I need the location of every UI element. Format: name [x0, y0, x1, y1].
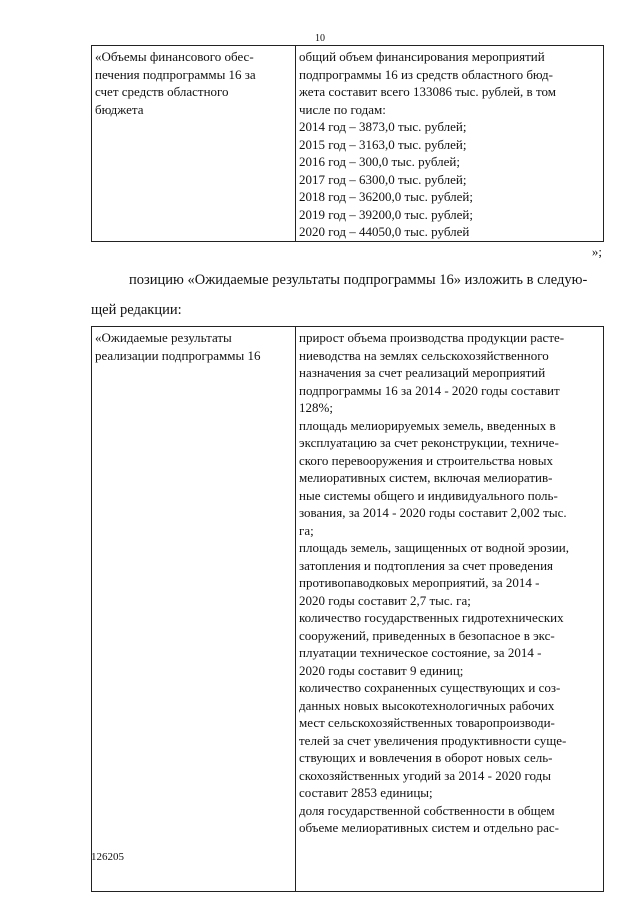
content-line: площадь земель, защищенных от водной эрозии, [299, 540, 569, 555]
content-line: составит 2853 единицы; [299, 785, 433, 800]
content-line: объеме мелиоративных систем и отдельно рас- [299, 820, 559, 835]
year-line: 2015 год – 3163,0 тыс. рублей; [299, 136, 467, 152]
content-line: подпрограммы 16 за 2014 - 2020 годы составит [299, 382, 560, 398]
year-line: 2016 год – 300,0 тыс. рублей; [299, 154, 460, 169]
label-line: реализации подпрограммы 16 [95, 347, 261, 363]
content-line: 2020 годы составит 9 единиц; [299, 662, 464, 678]
content-line: га; [299, 522, 314, 538]
label-line: «Объемы финансового обес- [95, 49, 254, 64]
content-line: мелиоративных систем, включая мелиоратив- [299, 470, 553, 485]
content-line: ствующих и вовлечения в оборот новых сель- [299, 750, 553, 765]
year-line: 2018 год – 36200,0 тыс. рублей; [299, 189, 473, 204]
results-content-cell [296, 327, 604, 892]
content-line: затопления и подтопления за счет проведения [299, 557, 554, 573]
closing-quote: »; [591, 244, 602, 259]
year-line: 2019 год – 39200,0 тыс. рублей; [299, 206, 473, 222]
funding-content-cell [296, 46, 604, 242]
label-line: счет средств областного [95, 84, 229, 99]
content-line: общий объем финансирования мероприятий [299, 49, 545, 64]
content-line: противопаводковых мероприятий, за 2014 - [299, 575, 540, 590]
funding-table [91, 45, 604, 242]
document-code: 126205 [91, 851, 124, 863]
content-line: ные системы общего и индивидуального поль- [299, 487, 558, 503]
funding-label-cell [92, 46, 296, 242]
content-line: количество сохраненных существующих и соз- [299, 680, 561, 695]
content-line: зования, за 2014 - 2020 годы составит 2,002 тыс. [299, 505, 567, 520]
content-line: эксплуатацию за счет реконструкции, техниче- [299, 435, 559, 450]
results-table [91, 326, 604, 892]
content-line: скохозяйственных угодий за 2014 - 2020 годы [299, 767, 551, 783]
label-line: «Ожидаемые результаты [95, 330, 232, 345]
content-line: количество государственных гидротехнических [299, 610, 564, 625]
content-line: подпрограммы 16 из средств областного бюд- [299, 66, 553, 82]
content-line: мест сельскохозяйственных товаропроизводи- [299, 715, 555, 730]
content-line: 128%; [299, 400, 333, 415]
paragraph-line: позицию «Ожидаемые результаты подпрограммы 16» изложить в следую- [129, 272, 588, 288]
paragraph-line: щей редакции: [91, 302, 182, 318]
year-line: 2014 год – 3873,0 тыс. рублей; [299, 119, 467, 134]
content-line: доля государственной собственности в общем [299, 802, 555, 818]
content-line: жета составит всего 133086 тыс. рублей, в том [299, 84, 556, 99]
content-line: числе по годам: [299, 101, 386, 117]
label-line: бюджета [95, 101, 144, 117]
page-number: 10 [315, 33, 325, 44]
content-line: площадь мелиорируемых земель, введенных в [299, 417, 556, 433]
content-line: данных новых высокотехнологичных рабочих [299, 697, 555, 713]
results-label-cell [92, 327, 296, 892]
content-line: ниеводства на землях сельскохозяйственного [299, 347, 549, 363]
table-row [92, 46, 604, 242]
content-line: ского перевооружения и строительства новых [299, 452, 554, 468]
label-line: печения подпрограммы 16 за [95, 66, 256, 82]
table-row [92, 327, 604, 892]
year-line: 2017 год – 6300,0 тыс. рублей; [299, 171, 467, 187]
year-line: 2020 год – 44050,0 тыс. рублей [299, 224, 470, 239]
content-line: сооружений, приведенных в безопасное в экс- [299, 627, 555, 643]
content-line: 2020 годы составит 2,7 тыс. га; [299, 592, 471, 608]
content-line: телей за счет увеличения продуктивности суще- [299, 732, 567, 748]
content-line: прирост объема производства продукции расте- [299, 330, 565, 345]
content-line: назначения за счет реализаций мероприятий [299, 365, 546, 380]
content-line: плуатации техническое состояние, за 2014 - [299, 645, 542, 660]
